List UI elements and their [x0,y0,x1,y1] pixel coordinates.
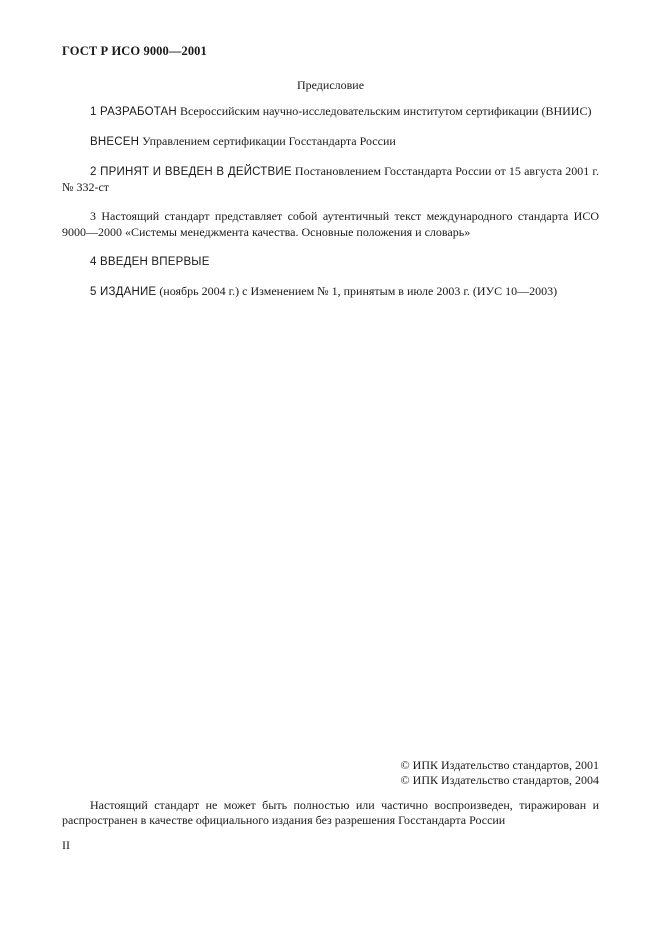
foreword-item-1-text: Всероссийским научно-исследовательским институтом сертификации (ВНИИС) [176,104,592,118]
foreword-item-2-lead: 2 ПРИНЯТ И ВВЕДЕН В ДЕЙСТВИЕ [90,166,292,178]
foreword-item-4 [62,254,599,270]
foreword-item-introduced-text: Управлением сертификации Госстандарта России [139,134,396,148]
foreword-item-5-text: (ноябрь 2004 г.) с Изменением № 1, принятым в июле 2003 г. (ИУС 10—2003) [156,284,558,298]
foreword-item-5 [62,284,599,300]
foreword-item-1-lead: 1 РАЗРАБОТАН [90,106,177,118]
standard-code-header: ГОСТ Р ИСО 9000—2001 [62,44,207,58]
foreword-item-1 [62,104,599,120]
foreword-item-introduced-lead: ВНЕСЕН [90,136,140,148]
page-number: II [62,838,70,852]
foreword-item-3-text: 3 Настоящий стандарт представляет собой аутентичный текст международного стандарта ИСО 9000—2000 «Системы менеджмента качества. Основные положения и словарь» [62,209,599,239]
foreword-item-4-lead: 4 ВВЕДЕН ВПЕРВЫЕ [90,256,210,268]
foreword-item-introduced [62,134,599,150]
foreword-item-3 [62,209,599,240]
copyright-line-2004: © ИПК Издательство стандартов, 2004 [400,773,599,787]
reproduction-notice: Настоящий стандарт не может быть полностью или частично воспроизведен, тиражирован и распространен в качестве официального издания без разрешения Госстандарта России [62,798,599,827]
foreword-body [62,104,599,314]
foreword-title: Предисловие [296,78,365,92]
copyright-block [401,758,599,788]
foreword-item-2 [62,164,599,195]
foreword-item-5-lead: 5 ИЗДАНИЕ [90,286,157,298]
copyright-line-2001: © ИПК Издательство стандартов, 2001 [400,758,599,772]
foreword-item-2-text: Постановлением Госстандарта России от 15 августа 2001 г. № 332-ст [62,164,599,194]
